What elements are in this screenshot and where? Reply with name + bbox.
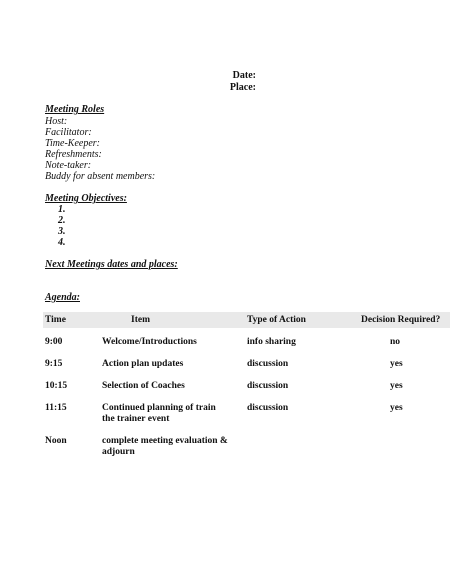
objective-item: 1.: [58, 204, 66, 215]
column-header-type: Type of Action: [247, 315, 306, 325]
row-time: 9:15: [45, 359, 63, 369]
objective-item: 3.: [58, 226, 66, 237]
row-decision: yes: [390, 403, 403, 413]
row-time: 11:15: [45, 403, 67, 413]
role-buddy: Buddy for absent members:: [45, 171, 156, 182]
row-item: Action plan updates: [102, 359, 184, 369]
column-header-item: Item: [131, 315, 150, 325]
objective-item: 4.: [58, 237, 66, 248]
row-decision: yes: [390, 359, 403, 369]
row-time: 10:15: [45, 381, 68, 391]
row-type: discussion: [247, 381, 289, 391]
meeting-objectives-heading: Meeting Objectives:: [45, 193, 127, 204]
column-header-time: Time: [45, 315, 66, 325]
row-item: Continued planning of train the trainer event: [102, 403, 216, 424]
role-refreshments: Refreshments:: [45, 149, 102, 160]
meeting-roles-heading: Meeting Roles: [45, 104, 105, 115]
row-decision: yes: [390, 381, 403, 391]
next-meetings-heading: Next Meetings dates and places:: [45, 259, 178, 270]
row-time: 9:00: [45, 337, 63, 347]
objective-item: 2.: [58, 215, 66, 226]
row-item: Welcome/Introductions: [102, 337, 197, 347]
row-decision: no: [390, 337, 401, 347]
agenda-table-header: [43, 312, 450, 328]
column-header-decision: Decision Required?: [361, 315, 441, 325]
place-label: Place:: [229, 82, 256, 93]
role-time-keeper: Time-Keeper:: [45, 138, 100, 149]
role-facilitator: Facilitator:: [45, 127, 92, 138]
agenda-heading: Agenda:: [45, 292, 80, 303]
row-type: discussion: [247, 359, 289, 369]
row-type: discussion: [247, 403, 289, 413]
row-type: info sharing: [247, 337, 296, 347]
row-item: complete meeting evaluation & adjourn: [102, 436, 228, 457]
role-host: Host:: [45, 116, 68, 127]
role-note-taker: Note-taker:: [45, 160, 92, 171]
row-item: Selection of Coaches: [102, 381, 185, 391]
row-time: Noon: [45, 436, 67, 446]
date-label: Date:: [232, 70, 256, 81]
